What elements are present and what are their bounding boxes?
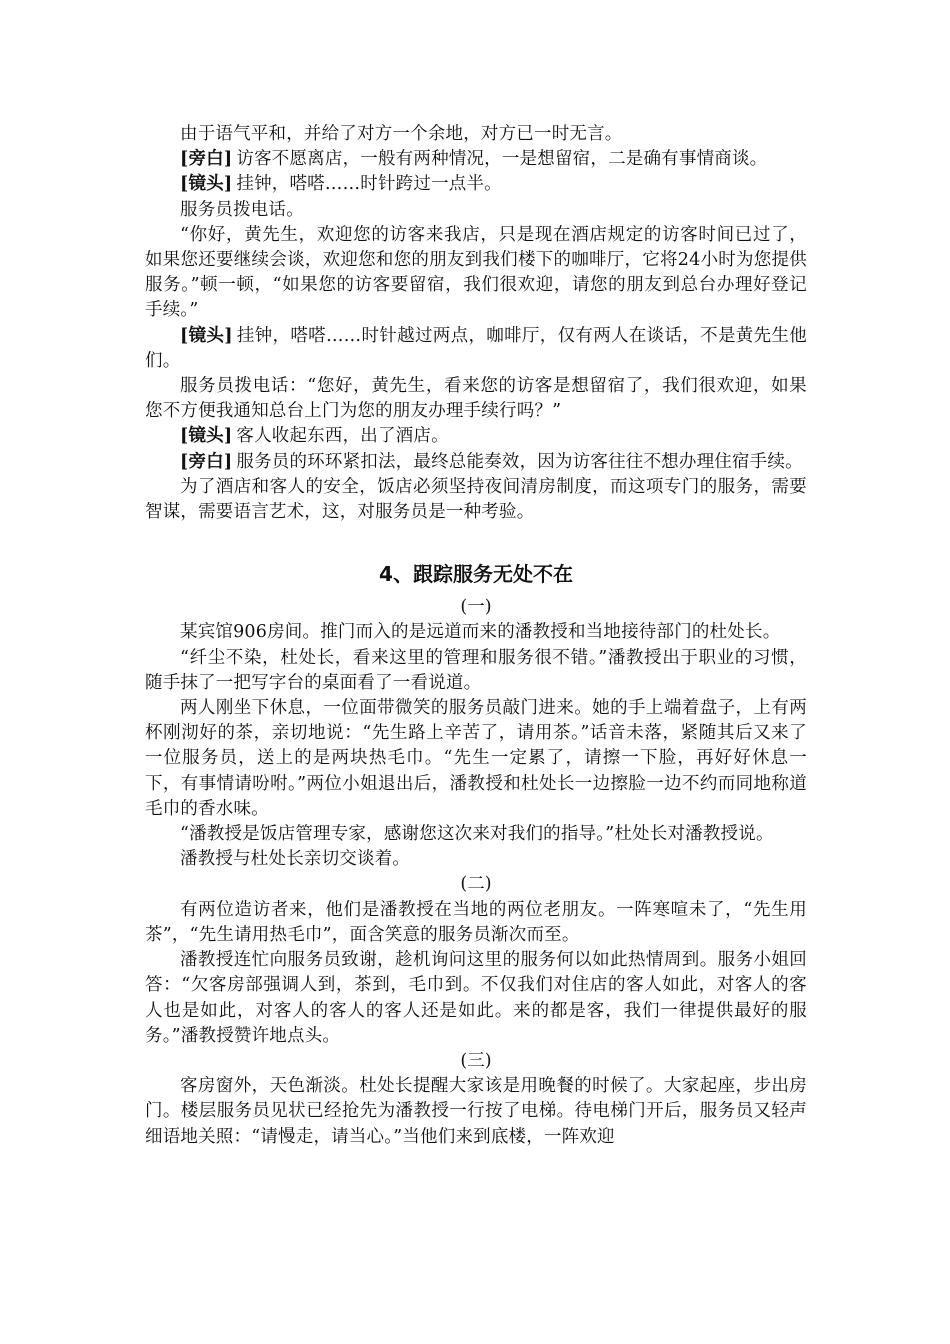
paragraph: “潘教授是饭店管理专家，感谢您这次来对我们的指导。”杜处长对潘教授说。 <box>180 824 774 845</box>
paragraph: 有两位造访者来，他们是潘教授在当地的两位老朋友。一阵寒喧未了，“先生用茶”，“先生请用热毛巾”，面含笑意的服务员渐次而至。 <box>145 899 807 945</box>
narration-tag: [旁白] <box>180 451 233 472</box>
paragraph-narration: [旁白] 服务员的环环紧扣法，最终总能奏效，因为访客往往不想办理住宿手续。 <box>180 451 803 472</box>
paragraph: “你好，黄先生，欢迎您的访客来我店，只是现在酒店规定的访客时间已过了，如果您还要继续会谈，欢迎您和您的朋友到我们楼下的咖啡厅，它将24小时为您提供服务。”顿一顿，“如果您的访客要留宿，我们很欢迎，请您的朋友到总台办理好登记手续。” <box>145 224 807 321</box>
subsection-label: (三) <box>460 1050 492 1071</box>
paragraph: 由于语气平和，并给了对方一个余地，对方已一时无言。 <box>180 124 623 144</box>
paragraph: 潘教授与杜处长亲切交谈着。 <box>180 849 411 870</box>
camera-tag: [镜头] <box>180 426 233 447</box>
paragraph: 两人刚坐下休息，一位面带微笑的服务员敲门进来。她的手上端着盘子，上有两杯刚沏好的茶，亲切地说：“先生路上辛苦了，请用茶。”话音未落，紧随其后又来了一位服务员，送上的是两块热毛巾。“先生一定累了，请擦一下脸，再好好休息一下，有事情请吩咐。”两位小姐退出后，潘教授和杜处长一边擦脸一边不约而同地称道毛巾的香水味。 <box>145 698 807 819</box>
subsection-label: (一) <box>460 597 492 618</box>
paragraph: 服务员拨电话：“您好，黄先生，看来您的访客是想留宿了，我们很欢迎，如果您不方便我通知总台上门为您的朋友办理手续行吗？” <box>145 376 807 422</box>
narration-tag: [旁白] <box>180 149 233 170</box>
paragraph: 客房窗外，天色渐淡。杜处长提醒大家该是用晚餐的时候了。大家起座，步出房门。楼层服务员见状已经抢先为潘教授一行按了电梯。待电梯门开后，服务员又轻声细语地关照：“请慢走，请当心。”当他们来到底楼，一阵欢迎 <box>145 1076 807 1147</box>
camera-tag: [镜头] <box>180 174 233 195</box>
paragraph: 服务员拨电话。 <box>180 199 304 220</box>
paragraph-camera: [镜头] 挂钟，嗒嗒……时针越过两点，咖啡厅，仅有两人在谈话，不是黄先生他们。 <box>145 325 807 371</box>
paragraph: 某宾馆906房间。推门而入的是远道而来的潘教授和当地接待部门的杜处长。 <box>180 622 781 643</box>
paragraph: 潘教授连忙向服务员致谢，趁机询问这里的服务何以如此热情周到。服务小姐回答：“欠客房部强调人到，茶到，毛巾到。不仅我们对住店的客人如此，对客人的客人也是如此，对客人的客人的客人还是如此。来的都是客，我们一律提供最好的服务。”潘教授赞许地点头。 <box>145 950 807 1046</box>
spacer <box>145 525 807 559</box>
document-body <box>145 122 807 1150</box>
paragraph: 为了酒店和客人的安全，饭店必须坚持夜间清房制度，而这项专门的服务，需要智谋，需要语言艺术，这，对服务员是一种考验。 <box>145 476 807 523</box>
camera-tag: [镜头] <box>180 325 233 346</box>
subsection-label: (二) <box>460 874 492 895</box>
paragraph-narration: [旁白] 访客不愿离店，一般有两种情况，一是想留宿，二是确有事情商谈。 <box>180 149 768 170</box>
paragraph-camera: [镜头] 挂钟，嗒嗒……时针跨过一点半。 <box>180 174 502 195</box>
section-title: 4、跟踪服务无处不在 <box>379 562 573 587</box>
paragraph: “纤尘不染，杜处长，看来这里的管理和服务很不错。”潘教授出于职业的习惯，随手抹了一把写字台的桌面看了一看说道。 <box>145 647 807 693</box>
paragraph-camera: [镜头] 客人收起东西，出了酒店。 <box>180 426 449 447</box>
